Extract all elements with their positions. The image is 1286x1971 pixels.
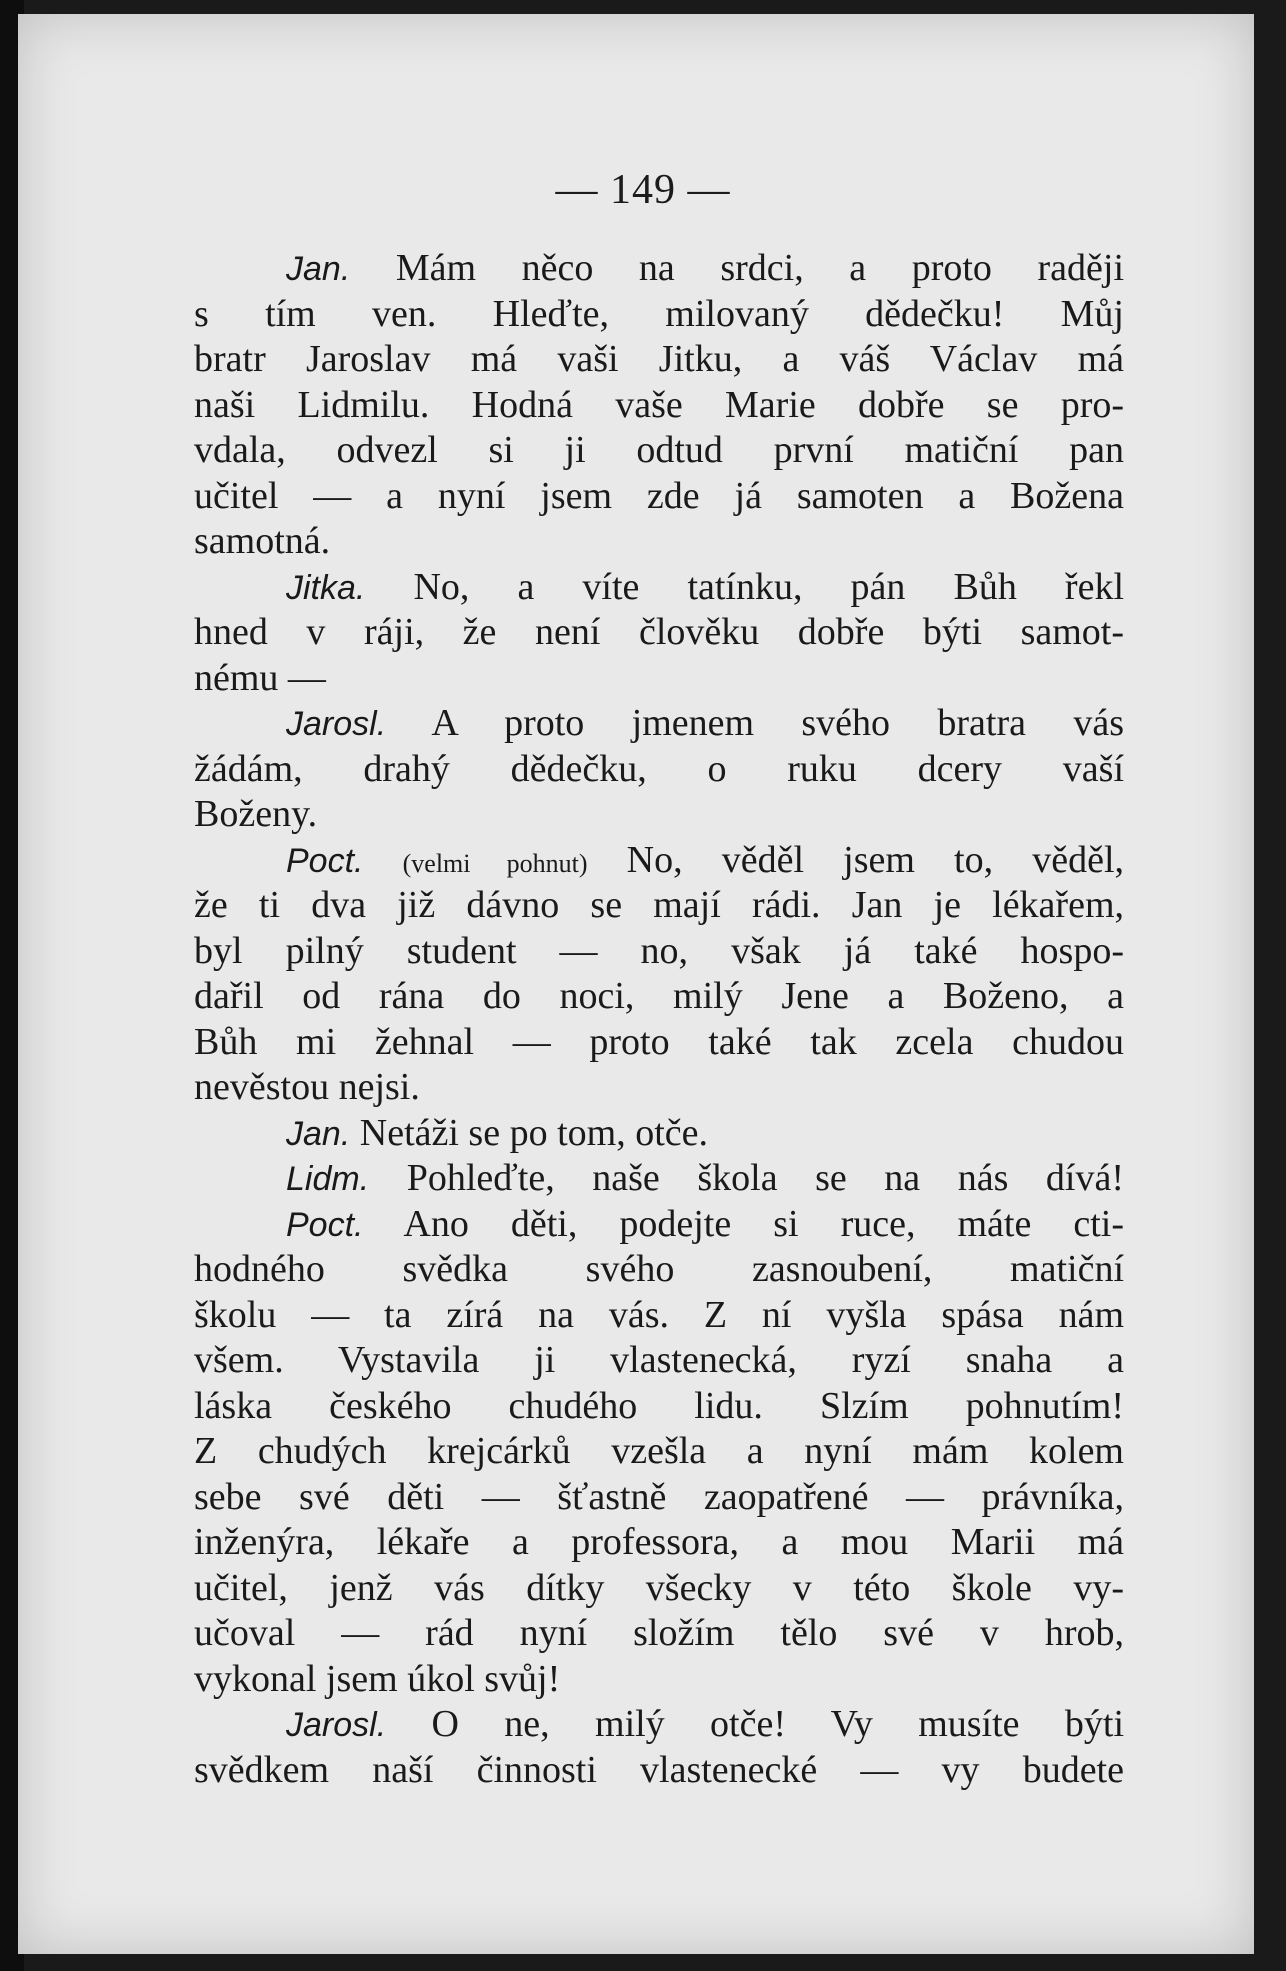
line-text: školu — ta zírá na vás. Z ní vyšla spása nám bbox=[194, 1293, 1124, 1336]
line-text: naši Lidmilu. Hodná vaše Marie dobře se pro- bbox=[194, 383, 1124, 426]
speaker-name: Jarosl. bbox=[286, 1706, 387, 1744]
text-line bbox=[194, 656, 1124, 702]
text-line bbox=[194, 474, 1124, 520]
text-line bbox=[194, 292, 1124, 338]
text-line bbox=[194, 246, 1124, 292]
text-line bbox=[194, 1202, 1124, 1248]
speaker-name: Jan. bbox=[286, 1114, 351, 1153]
speaker-name: Poct. bbox=[286, 841, 364, 880]
text-line bbox=[194, 929, 1124, 975]
speaker-name: Lidm. bbox=[286, 1160, 370, 1198]
speaker-name: Jitka. bbox=[286, 568, 366, 607]
line-text: učitel — a nyní jsem zde já samoten a Božena bbox=[194, 474, 1124, 517]
text-line bbox=[194, 610, 1124, 656]
speaker-name: Jan. bbox=[286, 250, 351, 288]
text-line bbox=[194, 838, 1124, 884]
text-line bbox=[194, 701, 1124, 747]
line-text: učitel, jenž vás dítky všecky v této škole vy- bbox=[194, 1566, 1124, 1609]
line-text: všem. Vystavila ji vlastenecká, ryzí snaha a bbox=[194, 1339, 1124, 1381]
line-text: žádám, drahý dědečku, o ruku dcery vaší bbox=[194, 747, 1124, 790]
text-line bbox=[194, 1111, 1124, 1157]
text-line bbox=[194, 1293, 1124, 1339]
stage-direction: (velmi pohnut) bbox=[402, 848, 588, 878]
line-text: Boženy. bbox=[194, 793, 318, 835]
line-text: svědkem naší činnosti vlastenecké — vy budete bbox=[194, 1748, 1124, 1791]
line-text: A proto jmenem svého bratra vás bbox=[431, 702, 1124, 744]
text-line bbox=[194, 1020, 1124, 1066]
text-line bbox=[194, 1566, 1124, 1612]
line-text: Bůh mi žehnal — proto také tak zcela chudou bbox=[194, 1020, 1124, 1063]
text-line bbox=[194, 883, 1124, 929]
line-text: dařil od rána do noci, milý Jene a Boženo, a bbox=[194, 975, 1124, 1017]
line-text: No, a víte tatínku, pán Bůh řekl bbox=[413, 565, 1124, 608]
line-text: Pohleďte, naše škola se na nás dívá! bbox=[406, 1157, 1124, 1199]
text-line bbox=[194, 337, 1124, 383]
page-number: — 149 — bbox=[555, 167, 731, 213]
text-line bbox=[194, 1156, 1124, 1202]
line-text: hned v ráji, že není člověku dobře býti samot- bbox=[194, 611, 1124, 653]
body-text bbox=[194, 246, 1124, 1793]
line-text: Netáži se po tom, otče. bbox=[359, 1111, 708, 1154]
text-line bbox=[194, 565, 1124, 611]
line-text: sebe své děti — šťastně zaopatřené — právníka, bbox=[194, 1475, 1124, 1518]
line-text: Mám něco na srdci, a proto raději bbox=[395, 247, 1124, 289]
line-text: bratr Jaroslav má vaši Jitku, a váš Václav má bbox=[194, 338, 1124, 380]
line-text: samotná. bbox=[194, 520, 331, 562]
text-line bbox=[194, 1748, 1124, 1794]
line-text: láska českého chudého lidu. Slzím pohnutím! bbox=[194, 1384, 1124, 1427]
text-line bbox=[194, 1065, 1124, 1111]
text-line bbox=[194, 428, 1124, 474]
text-line bbox=[194, 974, 1124, 1020]
text-line bbox=[194, 1247, 1124, 1293]
line-text: byl pilný student — no, však já také hospo- bbox=[194, 929, 1124, 972]
line-text: nevěstou nejsi. bbox=[194, 1066, 420, 1108]
line-text: vdala, odvezl si ji odtud první matiční pan bbox=[194, 429, 1124, 471]
line-text: že ti dva již dávno se mají rádi. Jan je lékařem, bbox=[194, 884, 1124, 926]
text-line bbox=[194, 747, 1124, 793]
text-line bbox=[194, 792, 1124, 838]
text-line bbox=[194, 519, 1124, 565]
text-line bbox=[194, 1611, 1124, 1657]
text-line bbox=[194, 383, 1124, 429]
text-line bbox=[194, 1429, 1124, 1475]
line-text: hodného svědka svého zasnoubení, matiční bbox=[194, 1248, 1124, 1290]
line-text: No, věděl jsem to, věděl, bbox=[626, 838, 1124, 881]
line-text: učoval — rád nyní složím tělo své v hrob, bbox=[194, 1612, 1124, 1654]
text-line bbox=[194, 1475, 1124, 1521]
text-line bbox=[194, 1520, 1124, 1566]
line-text: vykonal jsem úkol svůj! bbox=[194, 1657, 561, 1700]
text-line bbox=[194, 1384, 1124, 1430]
text-line bbox=[194, 1338, 1124, 1384]
line-text: O ne, milý otče! Vy musíte býti bbox=[431, 1703, 1124, 1745]
line-text: nému — bbox=[194, 656, 326, 699]
line-text: Z chudých krejcárků vzešla a nyní mám kolem bbox=[194, 1430, 1124, 1472]
speaker-name: Poct. bbox=[286, 1205, 364, 1244]
line-text: inženýra, lékaře a professora, a mou Marii má bbox=[194, 1521, 1124, 1563]
text-line bbox=[194, 1702, 1124, 1748]
line-text: s tím ven. Hleďte, milovaný dědečku! Můj bbox=[194, 292, 1124, 335]
line-text: Ano děti, podejte si ruce, máte cti- bbox=[403, 1202, 1124, 1245]
text-line bbox=[194, 1657, 1124, 1703]
speaker-name: Jarosl. bbox=[286, 705, 387, 743]
